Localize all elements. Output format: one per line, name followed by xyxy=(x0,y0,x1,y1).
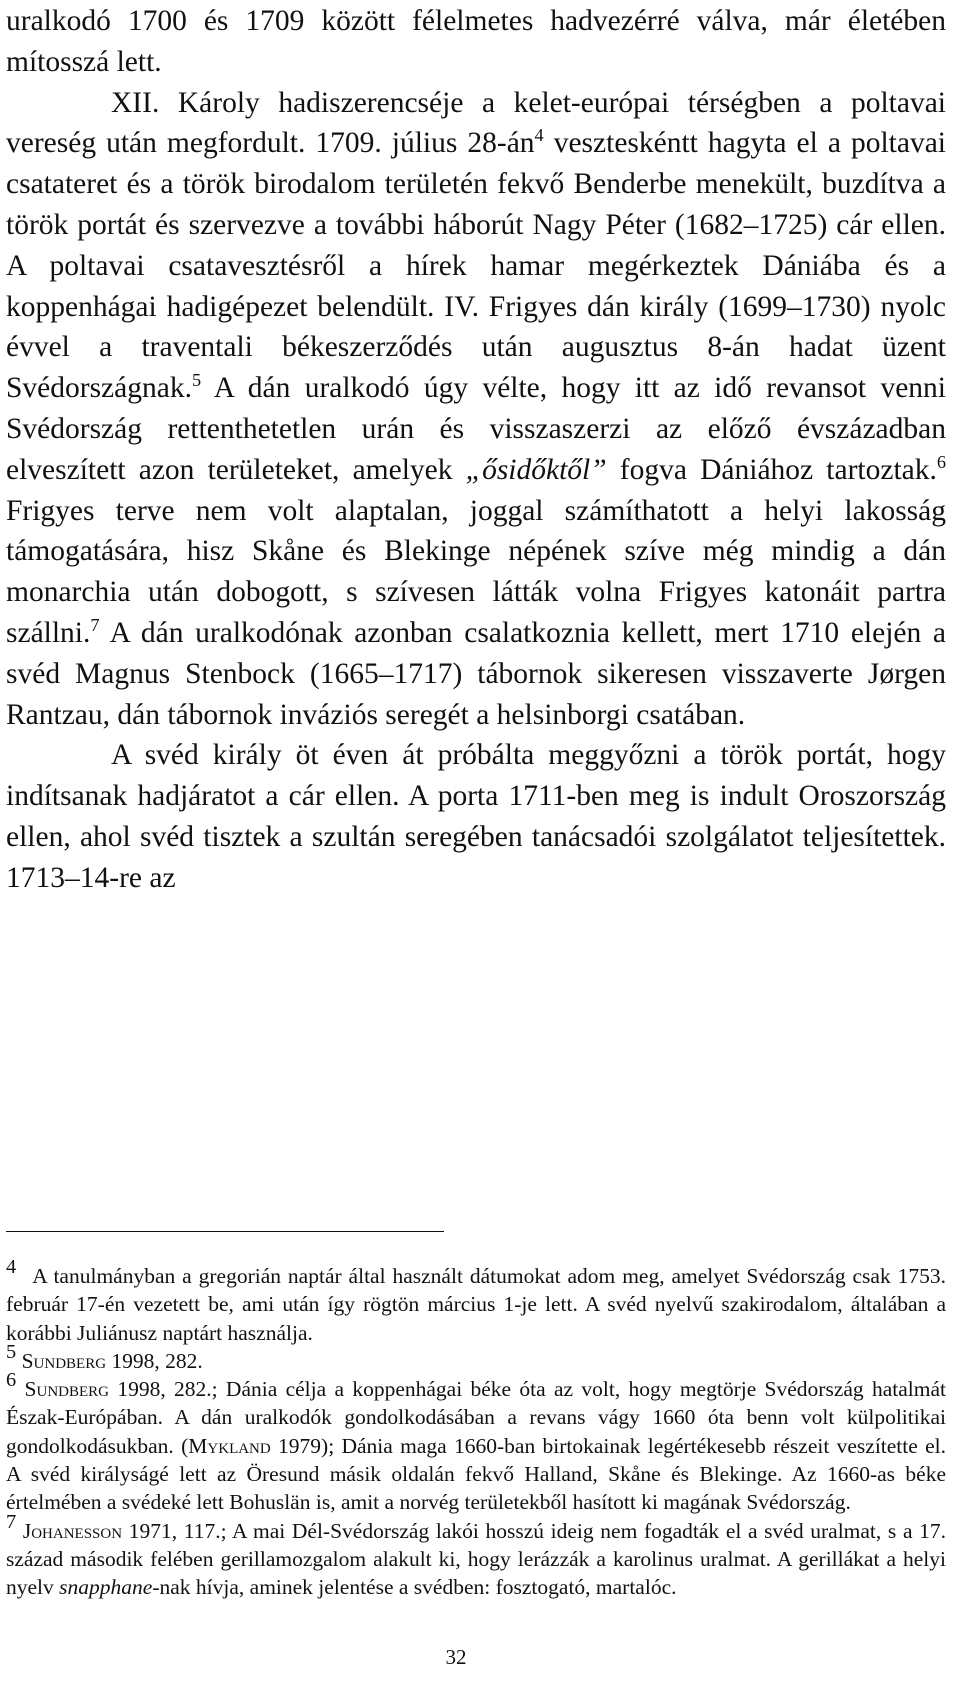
main-text xyxy=(6,0,946,899)
footnote-7: $^7$ Johanesson 1971, 117.; A mai Dél-Svédország lakói hosszú ideig nem fogadták el a svéd uralmat, s a 17. század második felében gerillamozgalom alakult ki, hogy lerázzák a karolinus uralmat. A gerillákat a helyi nyelv snapphane-nak hívja, aminek jelentése a svédben: fosztogató, martalóc. xyxy=(6,1510,947,1600)
footnote-6: $^6$ Sundberg 1998, 282.; Dánia célja a koppenhágai béke óta az volt, hogy megtörje Svédország hatalmát Észak-Európában. A dán uralkodók gondolkodásában a revans vágy 1660 óta benn volt külpolitikai gondolkodásukban. (Mykland 1979); Dánia maga 1660-ban birtokainak legértékesebb részeit veszítette el. A svéd királyságé lett az Öresund másik oldalán fekvő Halland, Skåne és Blekinge. Az 1660-as béke értelmében a svédeké lett Bohuslän is, amit a norvég területekből hasított ki magának Svédország. xyxy=(6,1368,947,1515)
paragraph-3: A svéd király öt éven át próbálta meggyőzni a török portát, hogy indítsanak hadjáratot a cár ellen. A porta 1711-ben meg is indult Oroszország ellen, ahol svéd tisztek a szultán seregében tanácsadói szolgálatot teljesítettek. 1713–14-re az xyxy=(6,739,946,894)
quoted-term: „ősidőktől” xyxy=(465,453,607,486)
footnote-4: $^4$ A tanulmányban a gregorián naptár által használt dátumokat adom meg, amelyet Svédország csak 1753. február 17-én vezetett be, ami után így rögtön március 1-je lett. A svéd nyelvű szakirodalom, általában a korábbi Juliánusz naptárt használja. xyxy=(6,1255,946,1345)
footnotes xyxy=(6,1255,947,1602)
author-name: Mykland xyxy=(188,1433,271,1458)
author-name: Johanesson xyxy=(22,1518,123,1543)
footnote-mark: 6 xyxy=(6,1368,17,1391)
document-page xyxy=(6,0,946,1682)
page-number: 32 xyxy=(445,1645,467,1669)
paragraph-2: XII. Károly hadiszerencséje a kelet-európai térségben a poltavai vereség után megfordult. 1709. július $28-án^4$ veszteskéntt hagyta el a poltavai csatateret és a török birodalom területén fekvő Benderbe menekült, buzdítva a török portát és szervezve a további háborút Nagy Péter (1682–1725) cár ellen. A poltavai csatavesztésről a hírek hamar megérkeztek Dániába és a koppenhágai hadigépezet belendült. IV. Frigyes dán király (1699–1730) nyolc évvel a traventali békeszerződés után augusztus 8-án hadat üzent Svédországnak.$^5$ A dán uralkodó úgy vélte, hogy itt az idő revansot venni Svédország rettenthetetlen urán és visszaszerzi az előző évszázadban elveszített azon területeket, amelyek „ősidőktől” fogva Dániához tartoztak.$^6$ Frigyes terve nem volt alaptalan, joggal számíthatott a helyi lakosság támogatására, hisz Skåne és Blekinge népének szíve még mindig a dán monarchia után dobogott, s szívesen látták volna Frigyes katonáit partra szállni.$^7$ A dán uralkodónak azonban csalatkoznia kellett, mert 1710 elején a svéd Magnus Stenbock (1665–1717) tábornok sikeresen visszaverte Jørgen Rantzau, dán tábornok inváziós seregét a helsinborgi csatában. xyxy=(6,86,946,731)
footnote-ref-6[interactable]: 6 xyxy=(936,451,946,472)
italic-term: snapphane xyxy=(59,1575,153,1600)
author-name: Sundberg xyxy=(24,1377,109,1402)
footnote-5: $^5$ Sundberg 1998, 282. xyxy=(6,1340,203,1373)
footnote-separator xyxy=(6,1231,444,1232)
footnote-ref-4[interactable]: 4 xyxy=(534,125,544,146)
footnote-mark: 5 xyxy=(6,1340,17,1363)
footnote-ref-7[interactable]: 7 xyxy=(90,614,100,635)
footnote-ref-5[interactable]: 5 xyxy=(191,370,202,391)
paragraph-1: uralkodó 1700 és 1709 között félelmetes hadvezérré válva, már életében mítosszá lett. xyxy=(6,5,946,78)
author-name: Sundberg xyxy=(21,1348,107,1373)
footnote-mark: 7 xyxy=(6,1510,17,1533)
footnote-mark: 4 xyxy=(6,1255,17,1278)
